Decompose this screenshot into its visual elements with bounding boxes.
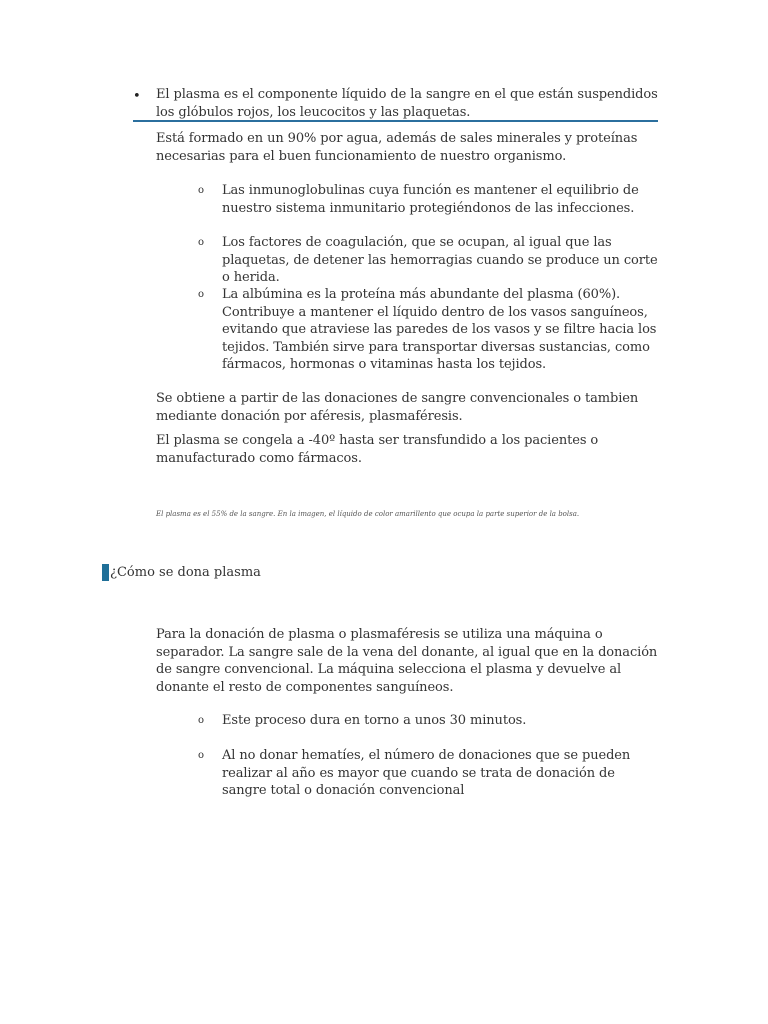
heading-accent-bar [102, 564, 109, 581]
sub-bullet-marker: o [198, 715, 205, 726]
section-heading: ¿Cómo se dona plasma [110, 565, 261, 580]
sub-bullet-marker: o [198, 750, 205, 761]
section-divider [133, 120, 658, 122]
sub-bullet-marker: o [198, 185, 205, 196]
bullet-marker: • [133, 89, 141, 104]
composition-paragraph: Está formado en un 90% por agua, además de sales minerales y proteínas necesarias para el buen funcionamiento de nuestro organismo. [156, 131, 638, 164]
sub-bullet-marker: o [198, 289, 205, 300]
frozen-paragraph: El plasma se congela a -40º hasta ser transfundido a los pacientes o manufacturado como fármacos. [156, 433, 599, 466]
donation-point-frequency: Al no donar hematíes, el número de donaciones que se pueden realizar al año es mayor que cuando se trata de donación de sangre total o donación convencional [222, 748, 631, 798]
protein-item-immunoglobulins: Las inmunoglobulinas cuya función es mantener el equilibrio de nuestro sistema inmunitario protegiéndonos de las infecciones. [222, 183, 639, 216]
donation-paragraph: Para la donación de plasma o plasmaféresis se utiliza una máquina o separador. La sangre sale de la vena del donante, al igual que en la donación de sangre convencional. La máquina selecciona el plasma y devuelve al donante el resto de componentes sanguíneos. [156, 627, 658, 695]
obtained-paragraph: Se obtiene a partir de las donaciones de sangre convencionales o tambien mediante donación por aféresis, plasmaféresis. [156, 391, 639, 424]
protein-item-coagulation: Los factores de coagulación, que se ocupan, al igual que las plaquetas, de detener las hemorragias cuando se produce un corte o herida. [222, 235, 658, 285]
donation-point-duration: Este proceso dura en torno a unos 30 minutos. [222, 713, 527, 728]
sub-bullet-marker: o [198, 237, 205, 248]
intro-paragraph: El plasma es el componente líquido de la sangre en el que están suspendidos los glóbulos rojos, los leucocitos y las plaquetas. [156, 87, 658, 120]
protein-item-albumin: La albúmina es la proteína más abundante del plasma (60%). Contribuye a mantener el líquido dentro de los vasos sanguíneos, evitando que atraviese las paredes de los vasos y se filtre hacia los tejidos. También sirve para transportar diversas sustancias, como fármacos, hormonas o vitaminas hasta los tejidos. [222, 287, 657, 372]
image-caption: El plasma es el 55% de la sangre. En la imagen, el líquido de color amarillento que ocupa la parte superior de la bolsa. [156, 510, 580, 518]
